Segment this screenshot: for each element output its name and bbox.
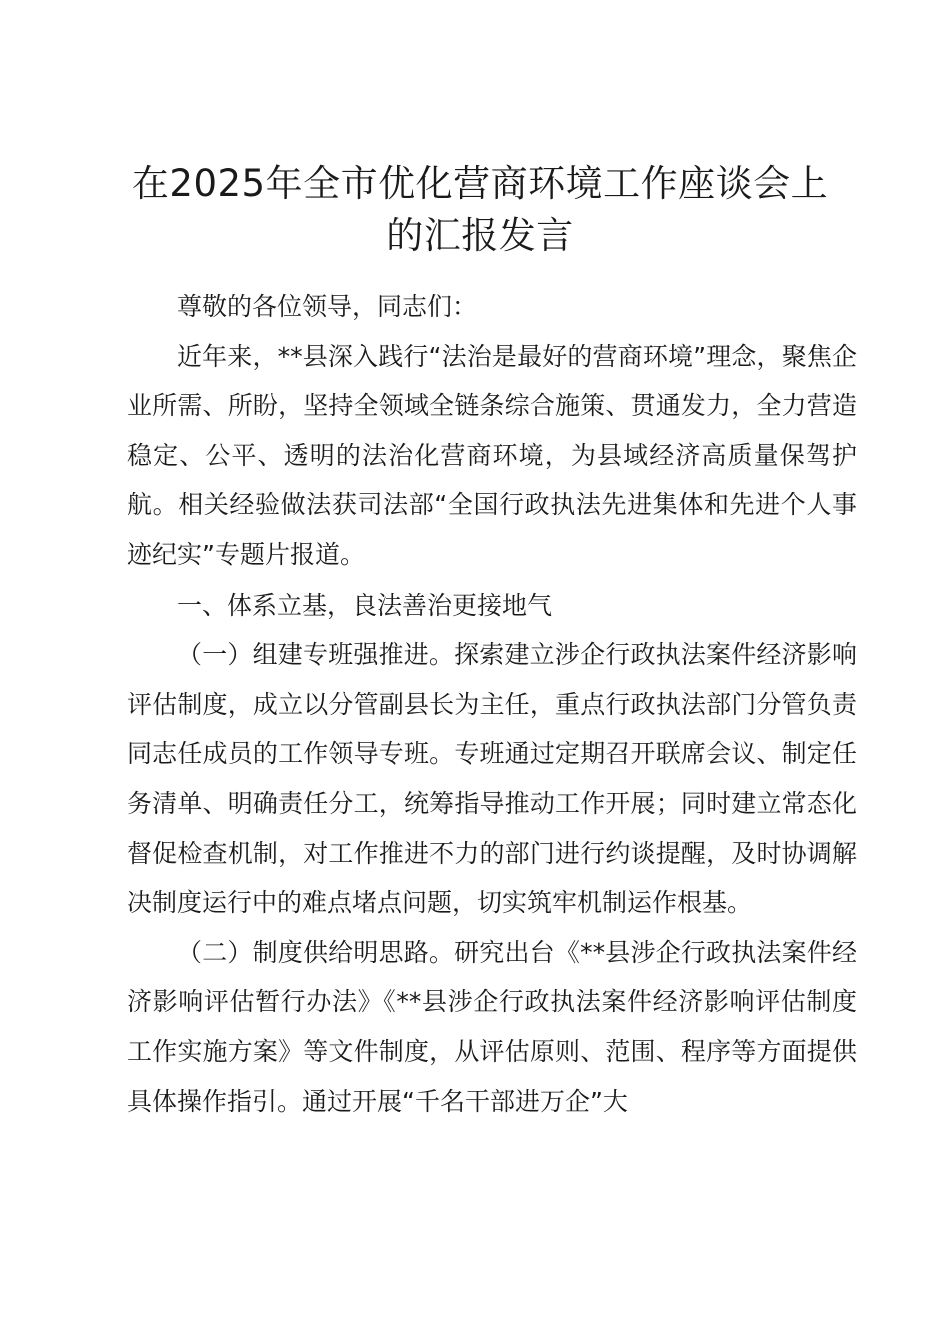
section-heading-1: 一、体系立基，良法善治更接地气 bbox=[177, 590, 553, 620]
salutation: 尊敬的各位领导，同志们： bbox=[177, 292, 478, 321]
document-body bbox=[127, 282, 857, 1126]
document-title: 在2025年全市优化营商环境工作座谈会上的汇报发言 bbox=[131, 162, 829, 257]
paragraph-subsection-2: （二）制度供给明思路。研究出台《**县涉企行政执法案件经济影响评估暂行办法》《**县涉企行政执法案件经济影响评估制度工作实施方案》等文件制度，从评估原则、范围、程序等方面提供具体操作指引。通过开展“千名干部进万企”大 bbox=[127, 937, 857, 1116]
paragraph-subsection-1: （一）组建专班强推进。探索建立涉企行政执法案件经济影响评估制度，成立以分管副县长为主任，重点行政执法部门分管负责同志任成员的工作领导专班。专班通过定期召开联席会议、制定任务清单、明确责任分工，统筹指导推动工作开展；同时建立常态化督促检查机制，对工作推进不力的部门进行约谈提醒，及时协调解决制度运行中的难点堵点问题，切实筑牢机制运作根基。 bbox=[127, 640, 857, 918]
paragraph-intro: 近年来，**县深入践行“法治是最好的营商环境”理念，聚焦企业所需、所盼，坚持全领域全链条综合施策、贯通发力，全力营造稳定、公平、透明的法治化营商环境，为县域经济高质量保驾护航。相关经验做法获司法部“全国行政执法先进集体和先进个人事迹纪实”专题片报道。 bbox=[127, 341, 857, 569]
